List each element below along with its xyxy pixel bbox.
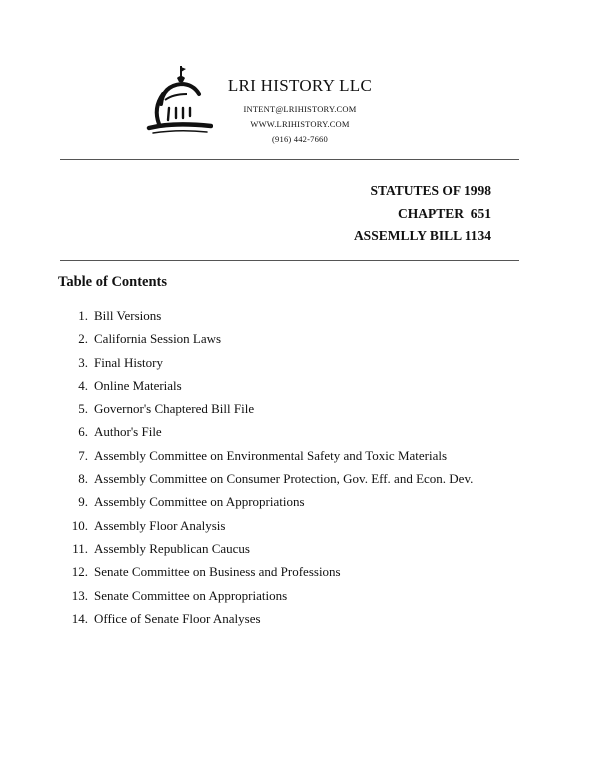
contact-email: INTENT@LRIHISTORY.COM (243, 104, 357, 114)
company-header (200, 76, 400, 147)
toc-item (58, 517, 473, 540)
toc-item-label: Assembly Floor Analysis (94, 517, 226, 533)
toc-item-number: 1. (78, 308, 88, 323)
toc-item-label: Author's File (94, 424, 162, 440)
toc-item-label: Assembly Republican Caucus (94, 540, 250, 556)
toc-item (58, 377, 473, 400)
toc-item-label: Governor's Chaptered Bill File (94, 401, 255, 417)
toc-item-label: Assembly Committee on Environmental Safety and Toxic Materials (94, 447, 448, 463)
toc-item (58, 354, 473, 377)
toc-item (58, 563, 473, 586)
toc-item-number: 8. (78, 471, 88, 487)
toc-item-label: Senate Committee on Appropriations (94, 587, 288, 603)
toc-item (58, 587, 473, 610)
toc-item-label: Senate Committee on Business and Professions (94, 564, 341, 580)
toc-item-label: Online Materials (94, 377, 182, 393)
contact-phone: (916) 442-7660 (272, 134, 328, 144)
toc-item (58, 400, 473, 423)
toc-item (58, 447, 473, 470)
bottom-divider (60, 260, 519, 261)
toc-item (58, 470, 473, 493)
toc-item-number: 7. (78, 447, 88, 463)
contact-website: WWW.LRIHISTORY.COM (250, 119, 350, 129)
toc-item-number: 3. (78, 354, 88, 370)
toc-item-label: Assembly Committee on Appropriations (94, 494, 305, 510)
toc-item-number: 12. (71, 564, 88, 580)
toc-item-number: 2. (78, 331, 88, 347)
toc-item (58, 540, 473, 563)
toc-item-number: 9. (78, 494, 88, 510)
toc-item (58, 610, 473, 633)
statute-year: STATUTES OF 1998 (370, 183, 491, 198)
toc-item-label: Final History (94, 354, 163, 370)
toc-item (58, 423, 473, 446)
toc-item-number: 11. (72, 540, 88, 556)
toc-item-number: 14. (71, 610, 88, 626)
top-divider (60, 159, 519, 160)
statute-chapter: CHAPTER 651 (397, 205, 491, 221)
toc-item-number: 5. (78, 401, 88, 417)
toc-item-number: 4. (78, 377, 88, 393)
toc-item-number: 13. (71, 587, 88, 603)
toc-item-number: 10. (71, 517, 88, 533)
toc-item-label: Bill Versions (94, 308, 162, 323)
statute-block (354, 180, 491, 248)
toc-item (58, 493, 473, 516)
toc-item (58, 330, 473, 353)
statute-bill: ASSEMLLY BILL 1134 (353, 228, 491, 243)
company-name: LRI HISTORY LLC (227, 76, 373, 95)
toc-title: Table of Contents (58, 274, 168, 290)
toc-list (58, 307, 473, 633)
toc-item-label: California Session Laws (94, 331, 222, 347)
toc-item (58, 307, 473, 330)
toc-item-label: Office of Senate Floor Analyses (94, 610, 261, 626)
toc-item-number: 6. (78, 424, 88, 440)
toc-item-label: Assembly Committee on Consumer Protection, Gov. Eff. and Econ. Dev. (94, 471, 474, 487)
